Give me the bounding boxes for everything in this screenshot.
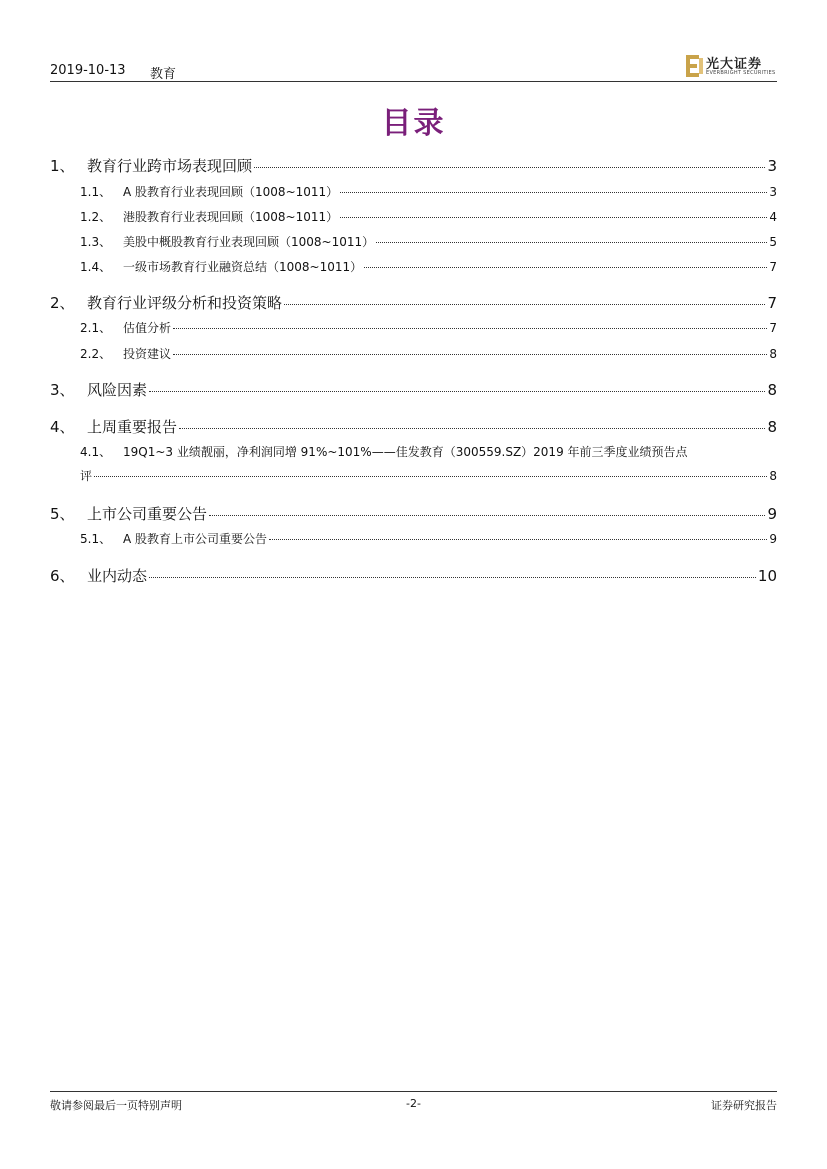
toc-entry-2-2[interactable]: [80, 345, 777, 362]
toc-entry-text: 上市公司重要公告: [87, 505, 208, 523]
toc-entry-number: 2、: [50, 294, 75, 312]
toc-entry-number: 3、: [50, 381, 75, 399]
dot-leader: [209, 515, 765, 516]
toc-entry-number: 1.4、: [80, 260, 112, 274]
toc-entry-page: 7: [769, 321, 777, 335]
toc-entry-page: 8: [769, 469, 777, 483]
toc-entry-text: 港股教育行业表现回顾（1008~1011）: [123, 210, 339, 224]
toc-entry-number: 1.2、: [80, 210, 112, 224]
dot-leader: [173, 328, 767, 329]
dot-leader: [284, 304, 765, 305]
toc-entry-page: 8: [769, 347, 777, 361]
toc-entry-number: 4、: [50, 418, 75, 436]
toc-entry-1-4[interactable]: [80, 258, 777, 275]
logo-text-cn: 光大证券: [706, 57, 763, 72]
toc-entry-1-3[interactable]: [80, 233, 777, 250]
toc-entry-text: 评: [80, 469, 93, 483]
toc-entry-number: 1.3、: [80, 235, 112, 249]
footer-disclaimer: 敬请参阅最后一页特别声明: [50, 1099, 182, 1112]
toc-entry-number: 1.1、: [80, 185, 112, 199]
toc-entry-number: 1、: [50, 157, 75, 175]
footer-report-type: 证券研究报告: [711, 1099, 777, 1112]
toc-entry-text: 风险因素: [87, 381, 148, 399]
toc-entry-number: 5.1、: [80, 532, 112, 546]
dot-leader: [364, 267, 767, 268]
dot-leader: [269, 539, 767, 540]
footer-divider: [50, 1091, 777, 1092]
dot-leader: [94, 476, 767, 477]
logo-text-en: EVERBRIGHT SECURITIES: [706, 70, 776, 76]
dot-leader: [340, 192, 767, 193]
toc-entry-4-1-continued[interactable]: [80, 467, 777, 484]
report-category: 教育: [150, 67, 177, 82]
toc-entry-text: A 股教育行业表现回顾（1008~1011）: [123, 185, 339, 199]
toc-entry-text: 业内动态: [87, 567, 148, 585]
toc-entry-6[interactable]: [50, 565, 777, 586]
page-title: 目录: [381, 106, 446, 141]
toc-entry-page: 4: [769, 210, 777, 224]
toc-entry-page: 3: [767, 157, 777, 175]
dot-leader: [376, 242, 767, 243]
dot-leader: [149, 577, 756, 578]
toc-entry-page: 8: [767, 418, 777, 436]
toc-entry-2-1[interactable]: [80, 319, 777, 336]
report-date: 2019-10-13: [50, 63, 126, 78]
dot-leader: [340, 217, 767, 218]
toc-entry-5[interactable]: [50, 503, 777, 524]
toc-entry-text: 美股中概股教育行业表现回顾（1008~1011）: [123, 235, 375, 249]
toc-entry-number: 5、: [50, 505, 75, 523]
header-divider: [50, 81, 777, 82]
toc-entry-4[interactable]: [50, 416, 777, 437]
dot-leader: [179, 428, 765, 429]
toc-entry-page: 8: [767, 381, 777, 399]
toc-entry-2[interactable]: [50, 292, 777, 313]
toc-entry-number: 2.2、: [80, 347, 112, 361]
toc-entry-number: 6、: [50, 567, 75, 585]
toc-entry-page: 7: [767, 294, 777, 312]
toc-entry-number: 4.1、: [80, 445, 112, 459]
toc-entry-page: 7: [769, 260, 777, 274]
toc-entry-text: 上周重要报告: [87, 418, 178, 436]
toc-entry-1[interactable]: [50, 155, 777, 176]
dot-leader: [254, 167, 765, 168]
toc-entry-page: 5: [769, 235, 777, 249]
dot-leader: [173, 354, 767, 355]
toc-entry-4-1[interactable]: [80, 443, 777, 460]
toc-entry-text: 估值分析: [123, 321, 172, 335]
toc-entry-page: 9: [769, 532, 777, 546]
toc-entry-text: 投资建议: [123, 347, 172, 361]
toc-entry-3[interactable]: [50, 379, 777, 400]
toc-entry-1-2[interactable]: [80, 208, 777, 225]
toc-entry-text: A 股教育上市公司重要公告: [123, 532, 268, 546]
toc-entry-text: 19Q1~3 业绩靓丽，净利润同增 91%~101%——佳发教育（300559.SZ）2019 年前三季度业绩预告点: [123, 445, 688, 459]
toc-entry-number: 2.1、: [80, 321, 112, 335]
toc-entry-text: 教育行业评级分析和投资策略: [87, 294, 283, 312]
toc-entry-text: 一级市场教育行业融资总结（1008~1011）: [123, 260, 363, 274]
toc-entry-text: 教育行业跨市场表现回顾: [87, 157, 253, 175]
footer-page-number: -2-: [406, 1097, 421, 1110]
company-logo: [686, 53, 778, 79]
toc-entry-1-1[interactable]: [80, 183, 777, 200]
toc-entry-5-1[interactable]: [80, 530, 777, 547]
toc-entry-page: 10: [757, 567, 777, 585]
toc-entry-page: 9: [767, 505, 777, 523]
toc-entry-page: 3: [769, 185, 777, 199]
dot-leader: [149, 391, 765, 392]
everbright-logo-icon: [686, 55, 703, 77]
